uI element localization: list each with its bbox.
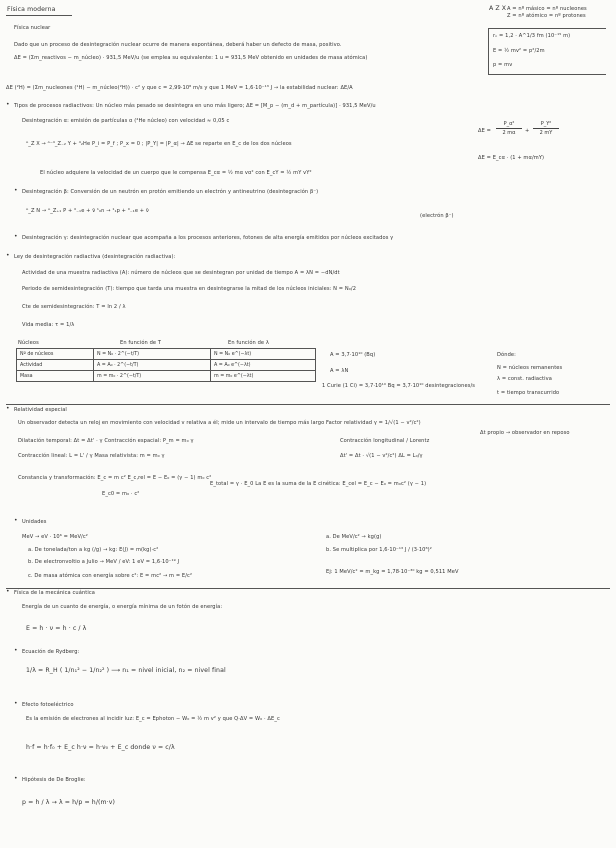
s5-de-broglie: Hipótesis de De Broglie:: [22, 777, 86, 783]
dE-label: ΔE =: [478, 128, 491, 134]
s1-gamma-decay: Desintegración γ: desintegración nuclear que acompaña a los procesos anteriores, fotones de alta energía emitidos por núcleos excitados γ: [22, 235, 394, 241]
s4-units: Unidades: [22, 519, 47, 525]
s1-radioactive-types: Tipos de procesos radiactivos: Un núcleo más pesado se desintegra en uno más ligero; ΔE = [M_p − (m_d + m_partícula)] · 931,5 MeV/u: [14, 103, 376, 109]
bullet-dot: •: [14, 233, 18, 240]
frac-y-bottom: 2 mY: [539, 130, 553, 136]
frac-alpha-bottom: 2 mα: [502, 130, 516, 136]
s3-length-contraction-b: Δt' = Δt · √(1 − v²/c²) ΔL = L₀/γ: [340, 453, 423, 459]
legend-lambda: λ = const. radiactiva: [497, 376, 552, 382]
divider: [6, 404, 610, 405]
table-row: [17, 360, 316, 371]
atomic-number-def: Z = nº atómico = nº protones: [507, 13, 586, 19]
curie-def: 1 Curie (1 Ci) = 3,7·10¹⁰ Bq = 3,7·10¹⁰ desintegraciones/s: [322, 383, 476, 389]
s5-photoelectric: Efecto fotoeléctrico: [22, 702, 74, 708]
nuclide-notation: A Z X: [489, 5, 507, 12]
s5-photoelectric-2: h·f = h·f₀ + E_c h·ν = h·ν₀ + E_c donde ν = c/λ: [26, 744, 175, 751]
table-cell: N = N₀ · 2^(−t/T): [94, 349, 211, 360]
frac-alpha-bar: [496, 128, 522, 129]
s5-quantum: Física de la mecánica cuántica: [14, 590, 96, 596]
table-head-nuclei: Núcleos: [18, 340, 39, 346]
s1-beta-note: (electrón β⁻): [420, 213, 454, 219]
s3-length-contraction: Contracción lineal: L = L' / γ Masa relativista: m = m₀ γ: [18, 453, 165, 459]
s4-right-1: a. De MeV/c² → kg(g): [326, 534, 382, 540]
box-top-edge: [488, 28, 606, 29]
table-cell: m = m₀ e^(−λt): [211, 371, 316, 382]
s4-line-2: a. De tonelada/ton a kg (/g) → kg: E(J) = m(kg)·c²: [28, 547, 159, 553]
legend-t: t = tiempo transcurrido: [497, 390, 560, 396]
s3-relativity: Relatividad especial: [14, 407, 67, 413]
table-cell: A = A₀ e^(−λt): [211, 360, 316, 371]
table-cell: m = m₀ · 2^(−t/T): [94, 371, 211, 382]
table-cell: Nº de núcleos: [17, 349, 94, 360]
s2-half-life-const: Cte de semidesintegración: T = ln 2 / λ: [22, 304, 126, 310]
bullet-dot: •: [14, 187, 18, 194]
s4-right-2: b. Se multiplica por 1,6·10⁻¹³ J / (3·10⁸)²: [326, 547, 432, 553]
box-bottom-edge: [488, 74, 606, 75]
fraction-y: [533, 121, 559, 136]
table-cell: Actividad: [17, 360, 94, 371]
frac-y-bar: [533, 128, 559, 129]
s4-line-1: MeV → eV · 10⁶ = MeV/c²: [22, 534, 88, 540]
s1-alpha-note: El núcleo adquiere la velocidad de un cuerpo que le compensa E_cα = ½ mα vα² con E_cY = ½ mY vY²: [40, 170, 312, 176]
s3-energy-c: E_c0 = m₀ · c²: [102, 491, 140, 497]
s4-right-3: Ej: 1 MeV/c² = m_kg = 1,78·10⁻³⁰ kg = 0,511 MeV: [326, 569, 459, 575]
s3-intro-b: Δt propio → observador en reposo: [480, 430, 570, 436]
dE-expanded: ΔE = E_cα · (1 + mα/mY): [478, 155, 545, 161]
table-row: [17, 349, 316, 360]
bullet-dot: •: [14, 775, 18, 782]
bullet-dot: •: [6, 101, 10, 108]
frac-y-top: P_Y²: [540, 121, 552, 127]
bullet-dot: •: [14, 700, 18, 707]
s3-intro: Un observador detecta un reloj en movimiento con velocidad v relativa a él; mide un intervalo de tiempo más largo Factor relatividad γ = 1/√(1 − v²/c²): [18, 420, 421, 426]
radius-formula: rₙ = 1,2 · A^1/3 fm (10⁻¹⁵ m): [493, 33, 571, 39]
frac-alpha-top: P_α²: [503, 121, 515, 127]
table-cell: N = N₀ e^(−λt): [211, 349, 316, 360]
intro-line-2: ΔE = (Σm_reactivos − m_núcleo) · 931,5 MeV/u (se emplea su equivalente: 1 u = 931,5 MeV obtenido en unidades de masa atómica): [14, 55, 368, 61]
s3-time-dilation-b: Contracción longitudinal / Lorentz: [340, 438, 430, 444]
intro-line-1: Dado que un proceso de desintegración nuclear ocurre de manera espontánea, deberá haber un defecto de masa, positivo.: [14, 42, 342, 48]
bullet-dot: •: [14, 647, 18, 654]
kinetic-energy-formula: E = ½ mv² = p²/2m: [493, 48, 545, 54]
page-title: Física moderna: [7, 6, 56, 13]
table-cell: Masa: [17, 371, 94, 382]
divider: [6, 588, 610, 589]
nuclear-heading: Física nuclear: [14, 25, 51, 31]
title-underline: [6, 15, 72, 16]
s2-half-life: Periodo de semidesintegración (T): tiempo que tarda una muestra en desintegrarse la mitad de los núcleos iniciales: N = N₀/2: [22, 286, 357, 292]
s5-de-broglie-formula: p = h / λ → λ = h/p = h/(m·v): [22, 799, 115, 806]
momentum-formula: p = mv: [493, 62, 513, 68]
s3-energy-b: E_total = γ · E_0 La E es la suma de la E cinética: E_cel = E_c − E₀ = m₀c² (γ − 1): [210, 481, 427, 487]
s5-photoelectric-1: Es la emisión de electrones al incidir luz: E_c = Ephoton − W₀ = ½ m v² y que Q·ΔV = W₀ · ΔE_c: [26, 716, 280, 722]
table-row: [17, 371, 316, 382]
s2-decay-law: Ley de desintegración radiactiva (desintegración radiactiva):: [14, 254, 176, 260]
s3-energy: Constancia y transformación: E_c = m c² E_c,rel = E − E₀ = (γ − 1) m₀ c²: [18, 475, 212, 481]
legend-title: Dónde:: [497, 352, 516, 358]
decay-table-grid: [16, 348, 316, 382]
s5-rydberg: Ecuación de Rydberg:: [22, 649, 80, 655]
mass-number-def: A = nº másico = nº nucleones: [507, 6, 587, 12]
s1-beta-decay: Desintegración β: Conversión de un neutrón en protón emitiendo un electrón y antineutrino (desintegración β⁻): [22, 189, 319, 195]
s5-planck-formula: E = h · ν = h · c / λ: [26, 625, 87, 632]
s4-line-3: b. De electronvoltio a Julio → MeV / eV: 1 eV = 1,6·10⁻¹⁹ J: [28, 559, 180, 565]
bullet-dot: •: [6, 252, 10, 259]
activity-formula: A = λN: [330, 368, 349, 374]
activity-unit: A = 3,7·10¹⁰ (Bq): [330, 352, 376, 358]
s5-rydberg-formula: 1/λ = R_H ( 1/n₁² − 1/n₂² ) ⟶ n₁ = nivel inicial, n₂ = nivel final: [26, 667, 226, 674]
fraction-alpha: [496, 121, 522, 136]
s3-time-dilation: Dilatación temporal: Δt = Δt' · γ Contracción espacial: P_m = m₀ γ: [18, 438, 194, 444]
bullet-dot: •: [6, 405, 10, 412]
s1-beta-equation: ᴬ_Z N → ᴬ_Z₊₁ P + ⁰₋₁e + ν̄ ¹₀n → ¹₁p + ⁰₋₁e + ν̄: [26, 208, 149, 214]
s1-alpha-decay: Desintegración α: emisión de partículas α (⁴He núcleo) con velocidad ≈ 0,05 c: [22, 118, 230, 124]
table-head-T: En función de T: [120, 340, 162, 346]
s4-line-4: c. De masa atómica con energía sobre c²: E = mc² → m = E/c²: [28, 573, 193, 579]
table-head-lambda: En función de λ: [228, 340, 269, 346]
s2-activity: Actividad de una muestra radiactiva (A): número de núcleos que se desintegran por unidad de tiempo A = λN = −dN/dt: [22, 270, 340, 276]
intro-line-3: ΔE (²H) = (Σm_nucleones (¹H) − m_núcleo(²H)) · c² y que c = 2,99·10⁸ m/s y que 1 MeV = 1,6·10⁻¹³ J → la estabilidad nuclear: ΔE/A: [6, 85, 353, 91]
legend-N: N = núcleos remanentes: [497, 365, 563, 371]
s1-alpha-equation: ᴬ_Z X → ᴬ⁻⁴_Z₋₂ Y + ⁴₂He P_i = P_f ; P_x = 0 ; |P_Y| = |P_α| → ΔE se reparte en E_c de los dos núcleos: [26, 141, 292, 147]
plus-sign: +: [525, 128, 530, 134]
table-cell: A = A₀ · 2^(−t/T): [94, 360, 211, 371]
box-left-edge: [488, 28, 489, 74]
bullet-dot: •: [6, 588, 10, 595]
s2-mean-life: Vida media: τ = 1/λ: [22, 322, 75, 328]
bullet-dot: •: [14, 517, 18, 524]
s5-quantum-energy: Energía de un cuanto de energía, o energía mínima de un fotón de energía:: [22, 604, 223, 610]
